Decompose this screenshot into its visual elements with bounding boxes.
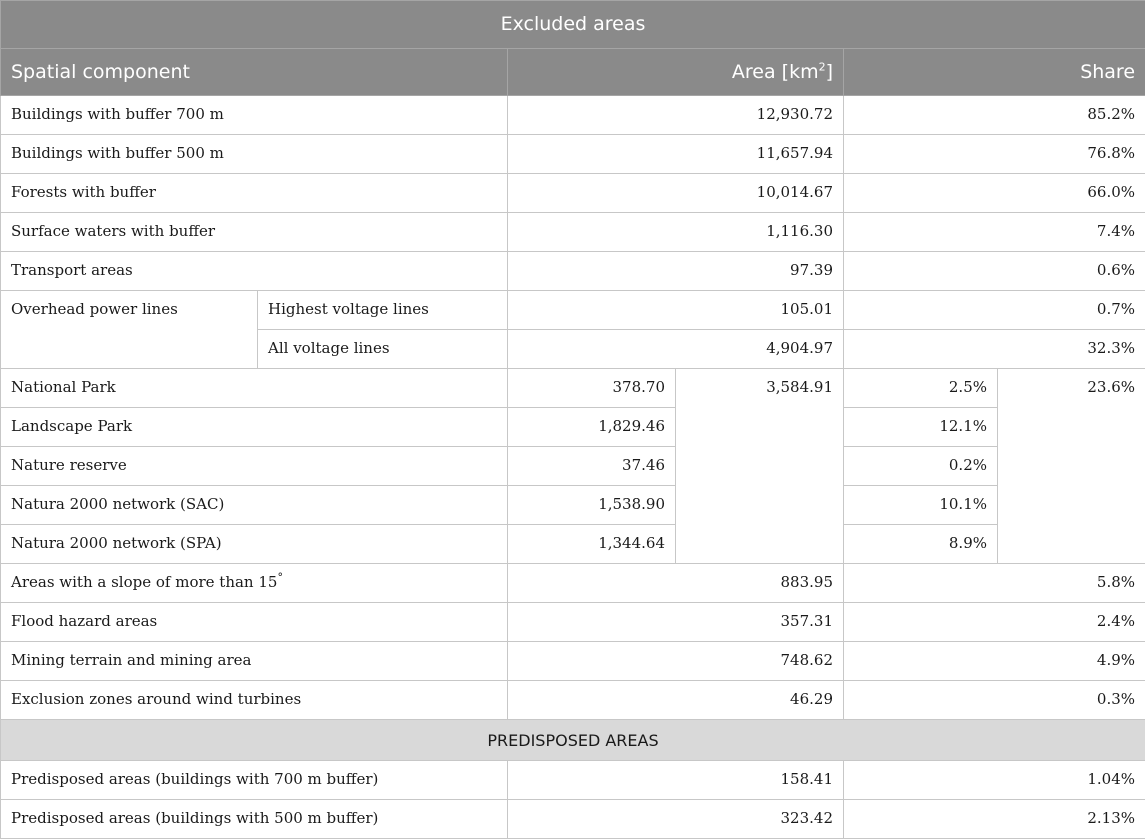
table-title: Excluded areas (1, 1, 1145, 49)
row-share: 32.3% (844, 330, 1145, 369)
protected-area: 378.70 (508, 369, 676, 408)
protected-share: 0.2% (844, 447, 998, 486)
protected-area: 1,344.64 (508, 525, 676, 564)
row-area: 4,904.97 (508, 330, 844, 369)
row-area: 357.31 (508, 603, 844, 642)
row-area: 97.39 (508, 252, 844, 291)
row-share: 0.3% (844, 681, 1145, 720)
table-row (1, 525, 1145, 564)
row-label: Forests with buffer (1, 174, 508, 213)
table-row (1, 252, 1145, 291)
table-row (1, 761, 1145, 800)
table-row (1, 564, 1145, 603)
table-row (1, 213, 1145, 252)
protected-label: Natura 2000 network (SPA) (1, 525, 508, 564)
header-area-sup: 2 (819, 60, 826, 73)
row-label: Transport areas (1, 252, 508, 291)
power-lines-label: Overhead power lines (1, 291, 258, 369)
degree-symbol: ° (277, 571, 283, 584)
protected-label: Natura 2000 network (SAC) (1, 486, 508, 525)
power-lines-sub-label: All voltage lines (258, 330, 508, 369)
protected-label: National Park (1, 369, 508, 408)
table-row (1, 408, 1145, 447)
row-label: Predisposed areas (buildings with 500 m buffer) (1, 800, 508, 839)
header-share: Share (844, 49, 1145, 96)
row-area: 748.62 (508, 642, 844, 681)
row-share: 2.4% (844, 603, 1145, 642)
row-label (1, 564, 508, 603)
table-row (1, 642, 1145, 681)
table-row (1, 174, 1145, 213)
row-share: 2.13% (844, 800, 1145, 839)
table-row (1, 369, 1145, 408)
protected-total-share: 23.6% (998, 369, 1145, 564)
predisposed-section-title: PREDISPOSED AREAS (1, 720, 1145, 761)
row-area: 11,657.94 (508, 135, 844, 174)
table-row (1, 96, 1145, 135)
protected-area: 37.46 (508, 447, 676, 486)
row-share: 85.2% (844, 96, 1145, 135)
table-row (1, 291, 1145, 330)
row-share: 66.0% (844, 174, 1145, 213)
row-area: 158.41 (508, 761, 844, 800)
row-share: 5.8% (844, 564, 1145, 603)
protected-share: 8.9% (844, 525, 998, 564)
power-lines-sub-label: Highest voltage lines (258, 291, 508, 330)
table-row (1, 800, 1145, 839)
row-share: 76.8% (844, 135, 1145, 174)
row-label: Buildings with buffer 500 m (1, 135, 508, 174)
header-area (508, 49, 844, 96)
row-share: 0.7% (844, 291, 1145, 330)
row-area: 105.01 (508, 291, 844, 330)
row-label: Flood hazard areas (1, 603, 508, 642)
protected-share: 12.1% (844, 408, 998, 447)
table-row (1, 486, 1145, 525)
protected-label: Nature reserve (1, 447, 508, 486)
row-label: Buildings with buffer 700 m (1, 96, 508, 135)
protected-share: 10.1% (844, 486, 998, 525)
row-share: 7.4% (844, 213, 1145, 252)
row-share: 1.04% (844, 761, 1145, 800)
protected-share: 2.5% (844, 369, 998, 408)
row-area: 323.42 (508, 800, 844, 839)
row-label: Surface waters with buffer (1, 213, 508, 252)
row-label: Predisposed areas (buildings with 700 m buffer) (1, 761, 508, 800)
row-label: Mining terrain and mining area (1, 642, 508, 681)
section-row (1, 720, 1145, 761)
row-area: 1,116.30 (508, 213, 844, 252)
row-area: 883.95 (508, 564, 844, 603)
slope-label: Areas with a slope of more than 15 (11, 573, 277, 591)
row-share: 0.6% (844, 252, 1145, 291)
table-row (1, 447, 1145, 486)
table-row (1, 135, 1145, 174)
protected-area: 1,538.90 (508, 486, 676, 525)
header-spatial-component: Spatial component (1, 49, 508, 96)
row-area: 10,014.67 (508, 174, 844, 213)
row-share: 4.9% (844, 642, 1145, 681)
protected-area: 1,829.46 (508, 408, 676, 447)
protected-label: Landscape Park (1, 408, 508, 447)
row-label: Exclusion zones around wind turbines (1, 681, 508, 720)
header-area-prefix: Area [km (732, 61, 819, 83)
header-area-suffix: ] (826, 61, 833, 83)
row-area: 12,930.72 (508, 96, 844, 135)
protected-total-area: 3,584.91 (676, 369, 844, 564)
row-area: 46.29 (508, 681, 844, 720)
table-row (1, 603, 1145, 642)
table-row (1, 681, 1145, 720)
